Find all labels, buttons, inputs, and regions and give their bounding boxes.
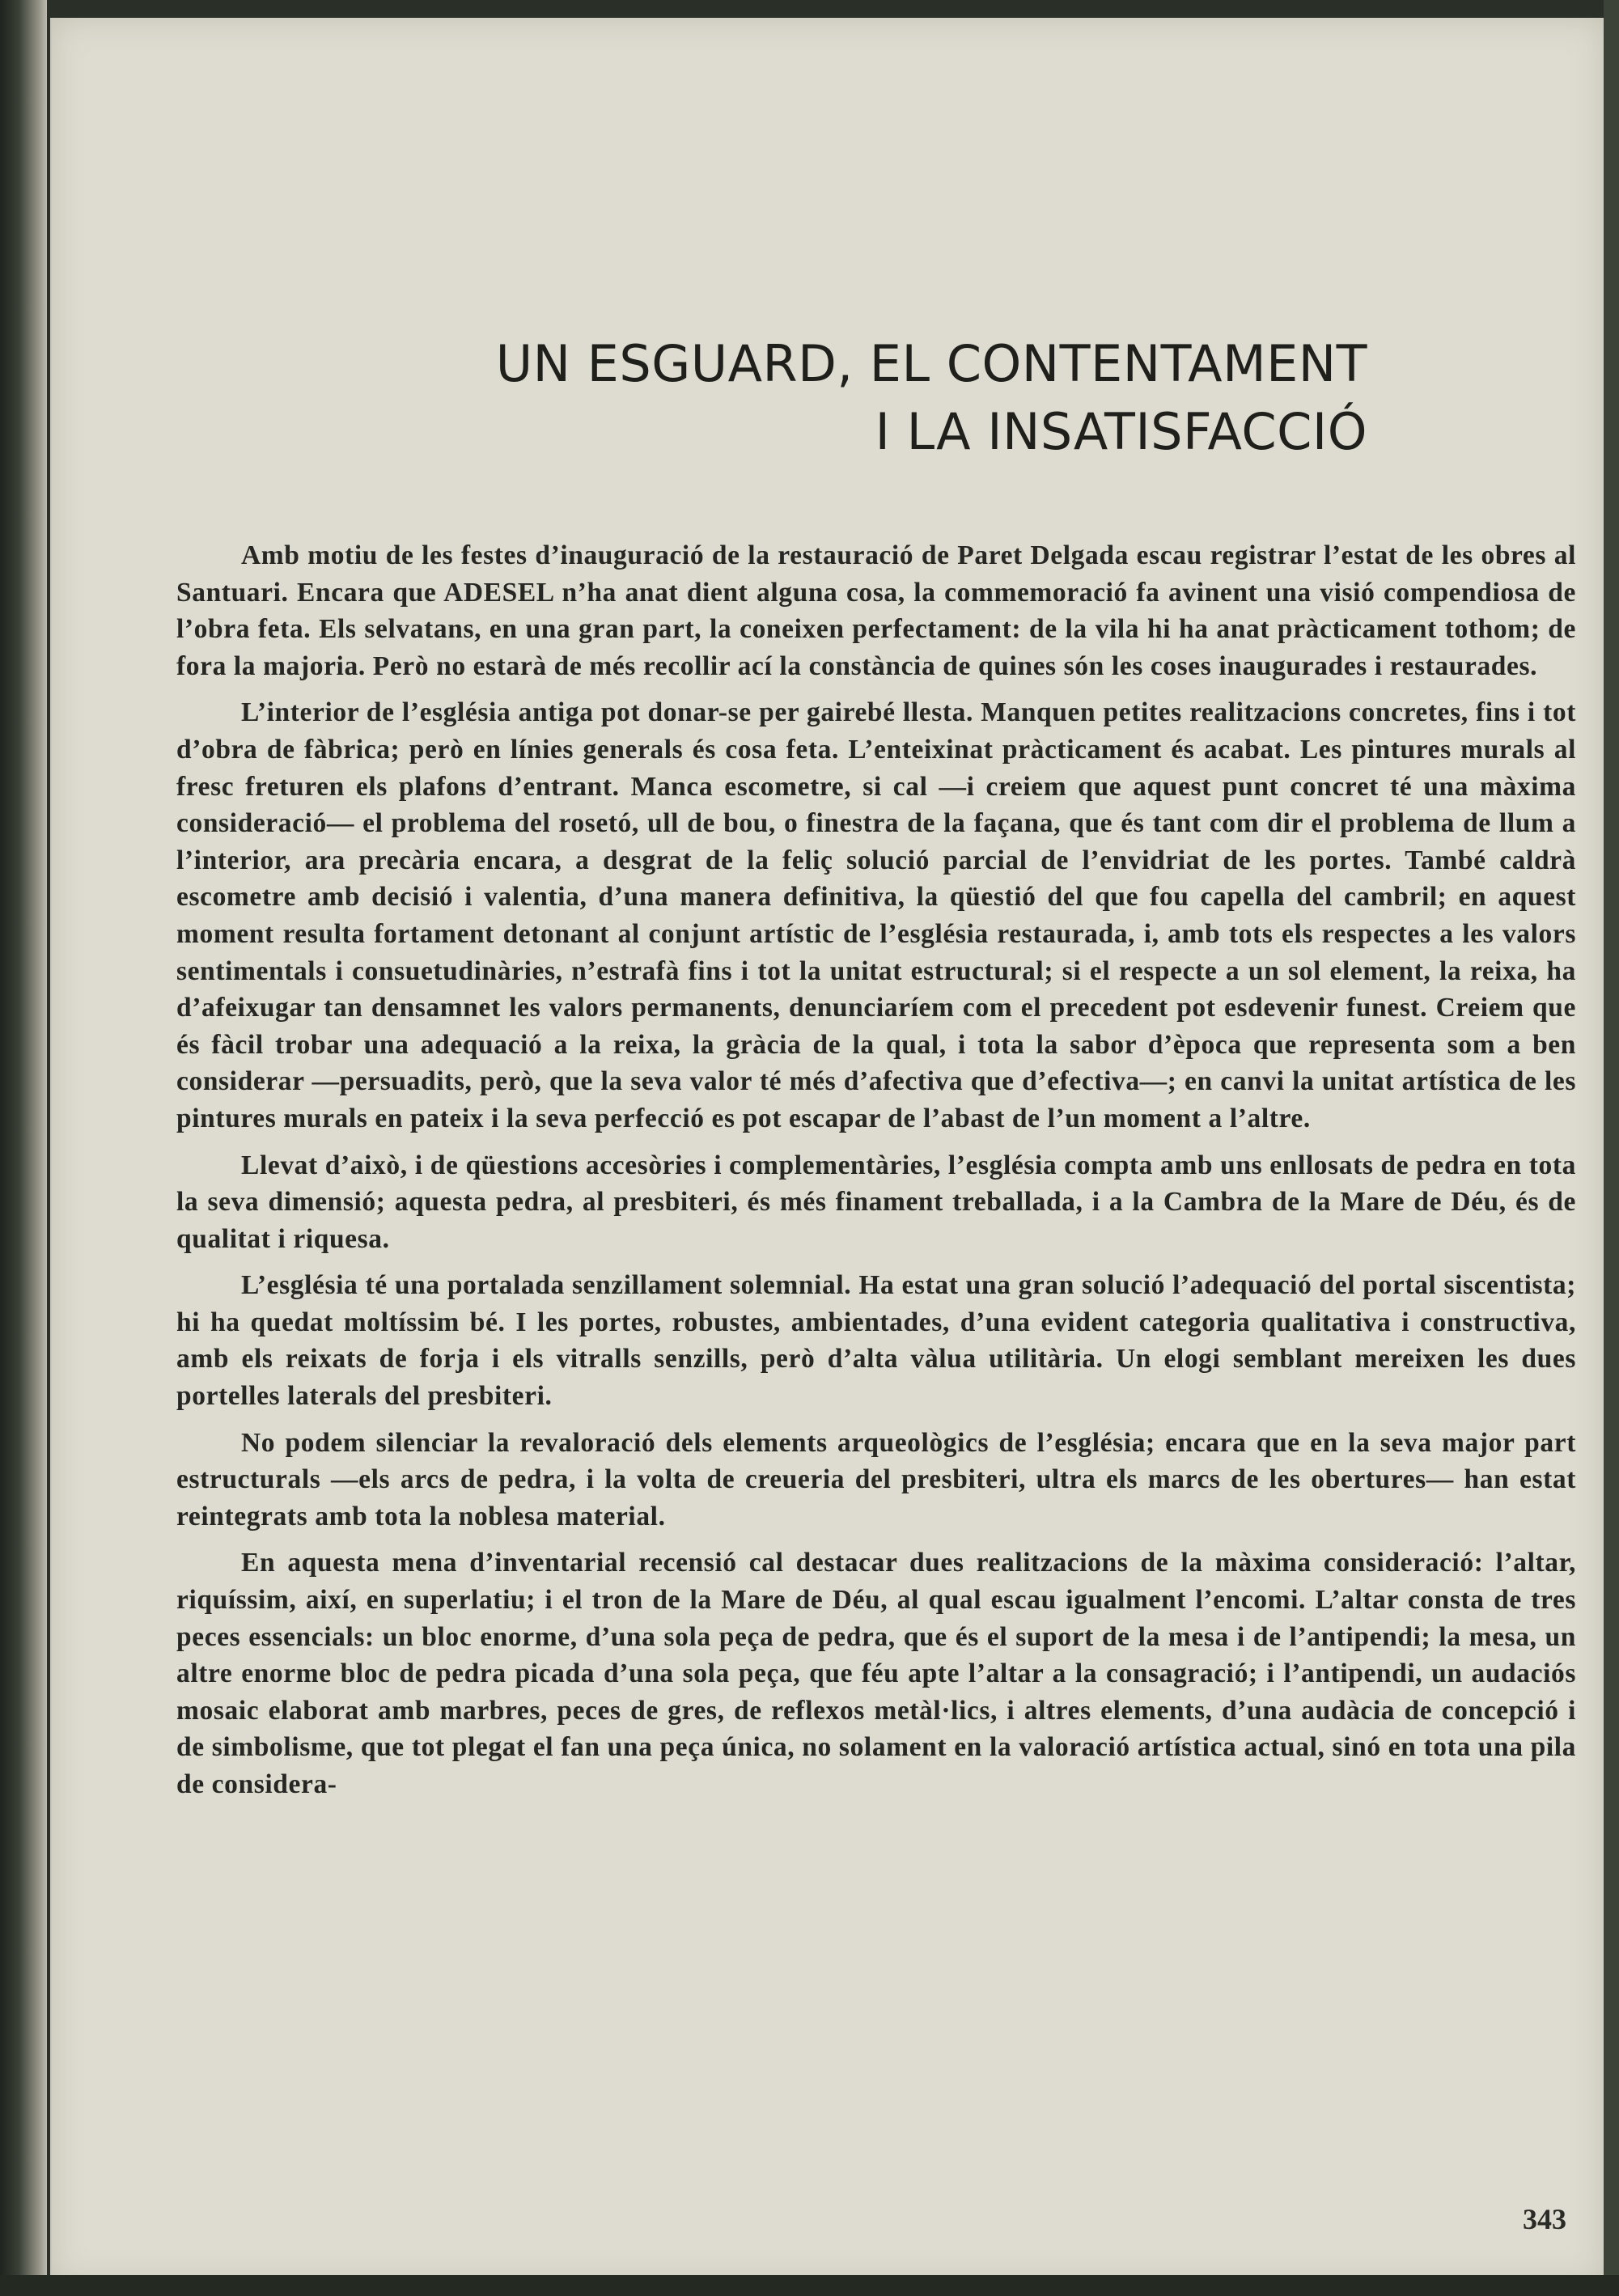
paragraph-1: Amb motiu de les festes d’inauguració de la restauració de Paret Delgada escau registrar l’estat de les obres al Santuari. Encara que ADESEL n’ha anat dient alguna cosa, la commemoració fa avinent una visió compendiosa de l’obra feta. Els selvatans, en una gran part, la coneixen perfectament: de la vila hi ha anat pràcticament tothom; de fora la majoria. Però no estarà de més recollir ací la constància de quines són les coses inaugurades i restaurades. bbox=[176, 540, 1576, 681]
scan-bottom-edge bbox=[0, 2275, 1619, 2296]
paragraph-4: L’església té una portalada senzillament solemnial. Ha estat una gran solució l’adequació del portal siscentista; hi ha quedat moltíssim bé. I les portes, robustes, ambientades, d’una evident categoria qualitativa i constructiva, amb els reixats de forja i els vitralls senzills, però d’alta vàlua utilitària. Un elogi semblant mereixen les dues portelles laterals del presbiteri. bbox=[176, 1270, 1576, 1412]
article-body bbox=[176, 537, 1576, 1813]
article-title bbox=[316, 330, 1367, 466]
paragraph-2: L’interior de l’església antiga pot donar-se per gairebé llesta. Manquen petites realitzacions concretes, fins i tot d’obra de fàbrica; però en línies generals és cosa feta. L’enteixinat pràcticament és acabat. Les pintures murals al fresc freturen els plafons d’entrant. Manca escometre, si cal —i creiem que aquest punt concret té una màxima consideració— el problema del rosetó, ull de bou, o finestra de la façana, que és tant com dir el problema de llum a l’interior, ara precària encara, a desgrat de la feliç solució parcial de l’envidriat de les portes. També caldrà escometre amb decisió i valentia, d’una manera definitiva, la qüestió del que fou capella del cambril; en aquest moment resulta fortament detonant al conjunt artístic de l’església restaurada, i, amb tots els respectes a les valors sentimentals i consuetudinàries, n’estrafà fins i tot la unitat estructural; si el respecte a un sol element, la reixa, ha d’afeixugar tan densamnet les valors permanents, denunciaríem com el precedent pot esdevenir funest. Creiem que és fàcil trobar una adequació a la reixa, la gràcia de la qual, i tota la sabor d’època que representa som a ben considerar —persuadits, però, que la seva valor té més d’afectiva que d’efectiva—; en canvi la unitat artística de les pintures murals en pateix i la seva perfecció es pot escapar de l’abast de l’un moment a l’altre. bbox=[176, 697, 1576, 1133]
book-spine-edge bbox=[0, 0, 47, 2296]
title-line-1: UN ESGUARD, EL CONTENTAMENT bbox=[495, 334, 1367, 393]
page-number: 343 bbox=[1523, 2203, 1566, 2235]
book-page bbox=[50, 18, 1604, 2283]
title-line-2: I LA INSATISFACCIÓ bbox=[875, 402, 1367, 461]
scan-right-edge bbox=[1604, 0, 1619, 2296]
paragraph-3: Llevat d’això, i de qüestions accesòries i complementàries, l’església compta amb uns enllosats de pedra en tota la seva dimensió; aquesta pedra, al presbiteri, és més finament treballada, i a la Cambra de la Mare de Déu, és de qualitat i riquesa. bbox=[176, 1150, 1576, 1254]
paragraph-5: No podem silenciar la revaloració dels elements arqueològics de l’església; encara que en la seva major part estructurals —els arcs de pedra, i la volta de creueria del presbiteri, ultra els marcs de les obertures— han estat reintegrats amb tota la noblesa material. bbox=[176, 1427, 1576, 1531]
paragraph-6: En aquesta mena d’inventarial recensió cal destacar dues realitzacions de la màxima consideració: l’altar, riquíssim, així, en superlatiu; i el tron de la Mare de Déu, al qual escau igualment l’encomi. L’altar consta de tres peces essencials: un bloc enorme, d’una sola peça de pedra, que és el suport de la mesa i de l’antipendi; la mesa, un altre enorme bloc de pedra picada d’una sola peça, que féu apte l’altar a la consagració; i l’antipendi, un audaciós mosaic elaborat amb marbres, peces de gres, de reflexos metàl·lics, i altres elements, d’una audàcia de concepció i de simbolisme, que tot plegat el fan una peça única, no solament en la valoració artística actual, sinó en tota una pila de considera- bbox=[176, 1548, 1576, 1799]
